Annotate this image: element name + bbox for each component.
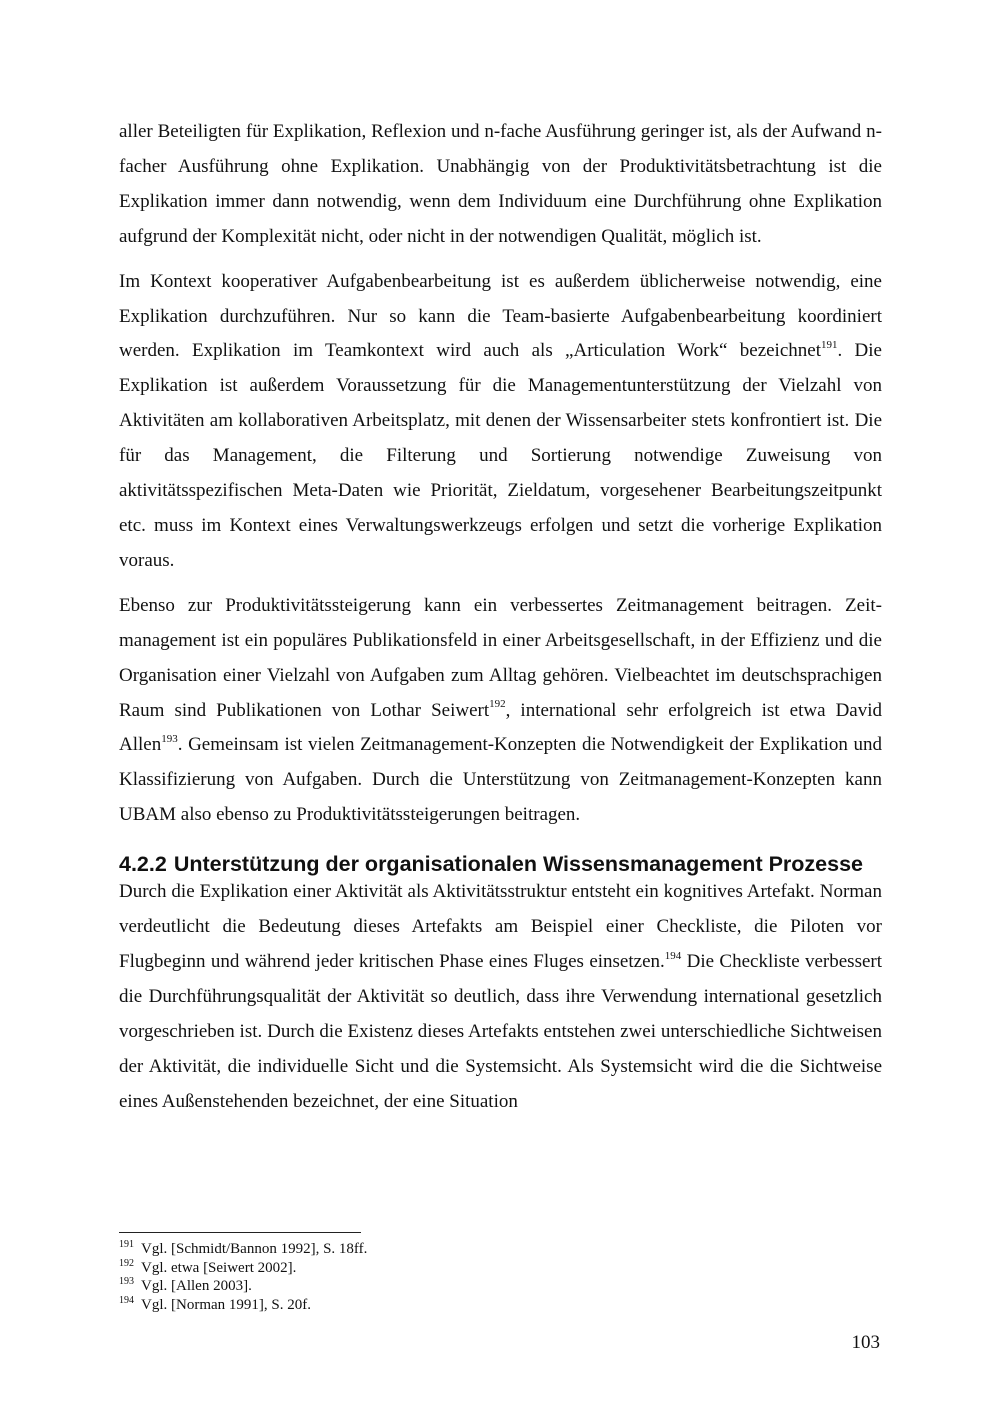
footnote-ref-191[interactable]: 191 [820, 339, 838, 352]
footnote-text: Vgl. etwa [Seiwert 2002]. [141, 1259, 297, 1276]
footnote-text: Vgl. [Schmidt/Bannon 1992], S. 18ff. [141, 1241, 368, 1257]
footnote-number: 192 [119, 1257, 134, 1269]
footnote-text: Vgl. [Allen 2003]. [141, 1278, 252, 1294]
section-title: Unterstützung der organisationalen Wissensmanagement Prozesse [173, 852, 863, 877]
footnotes [119, 1240, 719, 1314]
page-number: 103 [851, 1332, 880, 1353]
paragraph-text: aller Beteiligten für Explikation, Reflexion und n-fache Ausführung geringer ist, als der Aufwand n-facher Ausführung ohne Explikation. Unabhängig von der Produktivitätsbetrachtung ist die Explikation immer dann notwendig, wenn dem Individuum eine Durchführung ohne Explikation aufgrund der Komplexität nicht, oder nicht in der notwendigen Qualität, möglich ist. [119, 121, 882, 247]
page-body [119, 115, 882, 1129]
footnote-text: Vgl. [Norman 1991], S. 20f. [141, 1296, 311, 1313]
paragraph-text: Die Checkliste verbessert die Durchführungsqualität der Aktivität so deutlich, dass ihre Verwendung international gesetzlich vorgeschrieben ist. Durch die Existenz dieses Artefakts entstehen zwei unterschiedliche Sichtweisen der Aktivität, die individuelle Sicht und die Systemsicht. Als Systemsicht wird die die Sichtweise eines Außenstehenden bezeichnet, der eine Situation [119, 950, 883, 1112]
paragraph-text: . Die Explikation ist außerdem Voraussetzung für die Managementunterstützung der Vielzahl von Aktivitäten am kollaborativen Arbeitsplatz, mit denen der Wissensarbeiter stets konfrontiert ist. Die für das Management, die Filterung und Sortierung notwendige Zuweisung von aktivitätsspezifischen Meta-Daten wie Priorität, Zieldatum, vorgesehener Bearbeitungszeitpunkt etc. muss im Kontext eines Verwaltungswerkzeugs erfolgen und setzt die vorherige Explikation voraus. [119, 340, 882, 571]
paragraph-4 [119, 875, 882, 1119]
paragraph-3 [119, 589, 882, 833]
paragraph-text: . Gemeinsam ist vielen Zeitmanagement-Konzepten die Notwendigkeit der Explikation und Klassifizierung von Aufgaben. Durch die Unterstützung von Zeitmanagement-Konzepten kann UBAM also ebenso zu Produktivitätssteigerungen beitragen. [119, 734, 882, 826]
footnote-number: 191 [119, 1239, 134, 1250]
section-number: 4.2.2 [119, 852, 167, 877]
paragraph-2 [119, 265, 882, 579]
paragraph-text: Ebenso zur Produktivitätssteigerung kann ein verbessertes Zeitmanagement beitragen. Zeitmanagement ist ein populäres Publikationsfeld in einer Arbeitsgesellschaft, in der Effizienz und die Organisation einer Vielzahl von Aufgaben zum Alltag gehören. Vielbeachtet im deutschsprachigen Raum sind Publikationen von Lothar Seiwert [119, 594, 882, 721]
footnote-separator [119, 1232, 361, 1233]
paragraph-text: , international sehr erfolgreich ist etwa David Allen [119, 699, 882, 756]
footnote [119, 1240, 719, 1259]
paragraph-text: Durch die Explikation einer Aktivität als Aktivitätsstruktur entsteht ein kognitives Artefakt. Norman verdeutlicht die Bedeutung dieses Artefakts am Beispiel einer Checkliste, die Piloten vor Flugbeginn und während jeder kritischen Phase eines Fluges einsetzen. [119, 881, 882, 972]
footnote-number: 193 [119, 1276, 134, 1287]
paragraph-text: Im Kontext kooperativer Aufgabenbearbeitung ist es außerdem üblicherweise notwendig, eine Explikation durchzuführen. Nur so kann die Team-basierte Aufgabenbearbeitung koordiniert werden. Explikation im Teamkontext wird auch als „Articulation Work“ bezeichnet [119, 270, 882, 362]
paragraph-1 [119, 115, 882, 255]
footnote [119, 1259, 719, 1278]
footnote-ref-192[interactable]: 192 [489, 698, 506, 711]
footnote [119, 1277, 719, 1296]
footnote [119, 1296, 719, 1315]
footnote-number: 194 [119, 1294, 134, 1306]
footnote-ref-194[interactable]: 194 [664, 949, 682, 962]
footnote-ref-193[interactable]: 193 [161, 733, 178, 746]
